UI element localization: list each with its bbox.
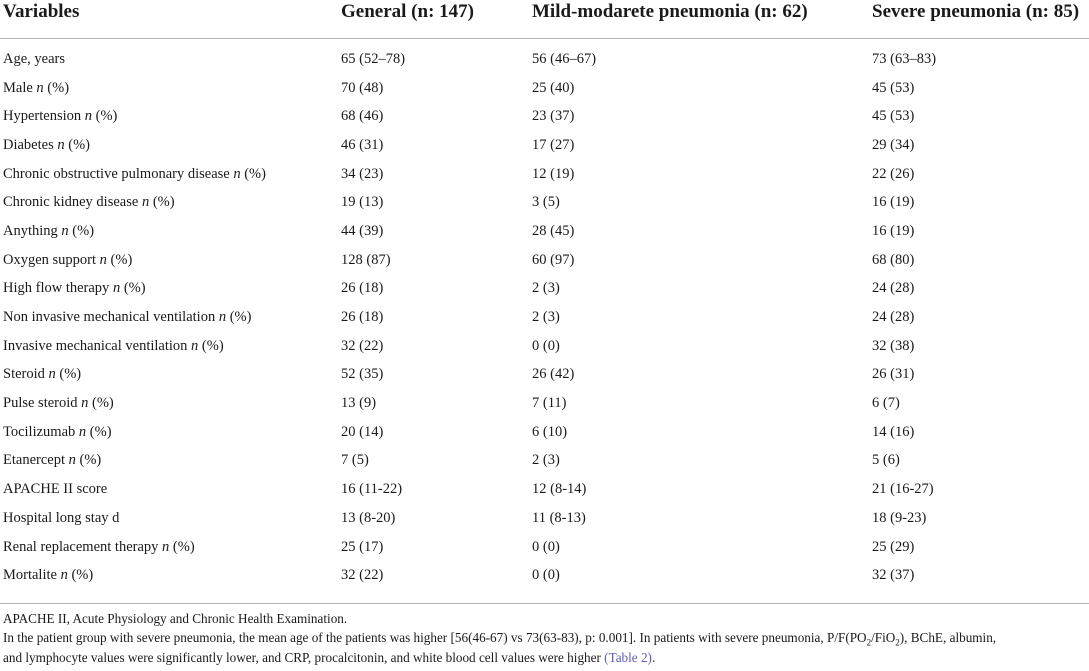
cell-severe: 21 (16-27) bbox=[872, 481, 934, 498]
cell-mild-moderate: 0 (0) bbox=[532, 337, 560, 354]
cell-general: 128 (87) bbox=[341, 251, 391, 268]
table-body bbox=[0, 39, 1089, 601]
row-label-suffix: (%) bbox=[88, 395, 114, 412]
cell-mild-moderate: 12 (8-14) bbox=[532, 481, 587, 498]
row-label-text: Non invasive mechanical ventilation bbox=[3, 309, 219, 326]
cell-severe: 24 (28) bbox=[872, 280, 915, 297]
header-variables: Variables bbox=[0, 0, 338, 39]
row-label-n: n bbox=[84, 108, 92, 125]
row-label-text: Pulse steroid bbox=[3, 395, 82, 412]
row-label bbox=[0, 39, 338, 74]
cell-general: 32 (22) bbox=[341, 337, 384, 354]
row-label-n: n bbox=[61, 222, 69, 239]
row-label-suffix: (%) bbox=[86, 423, 112, 440]
row-label bbox=[0, 561, 338, 600]
cell-severe: 68 (80) bbox=[872, 251, 915, 268]
row-label-suffix: (%) bbox=[106, 251, 133, 268]
cell-general: 68 (46) bbox=[341, 108, 384, 125]
cell-general: 13 (8-20) bbox=[341, 509, 396, 526]
cell-mild-moderate: 60 (97) bbox=[532, 251, 575, 268]
footnote-line-2-text: In the patient group with severe pneumonia, the mean age of the patients was higher [56(46-67) vs 73(63-83), p: 0.001]. In patients with severe pneumonia, P/F(PO bbox=[3, 630, 867, 646]
row-label-text: Age, years bbox=[3, 50, 66, 67]
cell-general: 52 (35) bbox=[341, 366, 384, 383]
cell-mild-moderate: 2 (3) bbox=[532, 280, 560, 297]
cell-mild-moderate: 23 (37) bbox=[532, 108, 575, 125]
row-label-suffix: (%) bbox=[198, 337, 224, 354]
table-row bbox=[0, 418, 1089, 447]
row-label-text: Anything bbox=[3, 222, 62, 239]
footnote-subscript-fio2: 2 bbox=[895, 637, 900, 648]
cell-general: 26 (18) bbox=[341, 280, 384, 297]
cell-general: 13 (9) bbox=[341, 395, 377, 412]
cell-mild-moderate: 7 (11) bbox=[532, 395, 567, 412]
row-label-n: n bbox=[112, 280, 121, 297]
row-label bbox=[0, 131, 338, 160]
row-label-suffix: (%) bbox=[64, 136, 90, 153]
cell-severe: 24 (28) bbox=[872, 309, 915, 326]
row-label-suffix: (%) bbox=[43, 79, 70, 96]
row-label-suffix: (%) bbox=[149, 194, 175, 211]
row-label bbox=[0, 475, 338, 504]
table-row bbox=[0, 504, 1089, 533]
row-label-suffix: (%) bbox=[169, 538, 195, 555]
row-label bbox=[0, 246, 338, 275]
table-row bbox=[0, 389, 1089, 418]
table-row bbox=[0, 275, 1089, 304]
row-label-suffix: (%) bbox=[120, 280, 146, 297]
cell-general: 34 (23) bbox=[341, 165, 384, 182]
table-row bbox=[0, 361, 1089, 390]
cell-general: 20 (14) bbox=[341, 423, 384, 440]
row-label-suffix: (%) bbox=[55, 366, 82, 383]
cell-severe: 6 (7) bbox=[872, 395, 900, 412]
row-label-text: Diabetes bbox=[3, 136, 58, 153]
cell-mild-moderate: 17 (27) bbox=[532, 136, 575, 153]
row-label bbox=[0, 188, 338, 217]
cell-general: 7 (5) bbox=[341, 452, 369, 469]
row-label bbox=[0, 504, 338, 533]
footnote-abbreviation: APACHE II, Acute Physiology and Chronic Health Examination. bbox=[3, 611, 348, 626]
row-label bbox=[0, 418, 338, 447]
row-label-n: n bbox=[48, 366, 56, 383]
cell-general: 46 (31) bbox=[341, 136, 384, 153]
row-label bbox=[0, 275, 338, 304]
footnote-line-3-end: . bbox=[651, 649, 656, 665]
cell-general: 44 (39) bbox=[341, 222, 384, 239]
table-row bbox=[0, 533, 1089, 562]
row-label-text: Oxygen support bbox=[3, 251, 100, 268]
row-label-n: n bbox=[191, 337, 199, 354]
header-severe: Severe pneumonia (n: 85) bbox=[869, 0, 1089, 39]
cell-severe: 32 (38) bbox=[872, 337, 915, 354]
row-label bbox=[0, 102, 338, 131]
table-2-link[interactable]: (Table 2) bbox=[604, 649, 652, 665]
cell-general: 65 (52–78) bbox=[341, 50, 406, 67]
footnote-line-3 bbox=[3, 648, 1089, 667]
table-row bbox=[0, 303, 1089, 332]
row-label-text: Renal replacement therapy bbox=[3, 538, 163, 555]
cell-mild-moderate: 2 (3) bbox=[532, 452, 560, 469]
row-label-text: Hospital long stay d bbox=[3, 509, 120, 526]
row-label-n: n bbox=[218, 309, 227, 326]
cell-general: 19 (13) bbox=[341, 194, 384, 211]
row-label-suffix: (%) bbox=[75, 452, 102, 469]
footnote-line-3-text: and lymphocyte values were significantly lower, and CRP, procalcitonin, and white blood cell values were higher bbox=[3, 649, 605, 665]
row-label-n: n bbox=[60, 567, 68, 584]
footnote-line-2 bbox=[3, 628, 1089, 647]
footnote-line-2-end: ), BChE, albumin, bbox=[899, 630, 997, 646]
row-label bbox=[0, 160, 338, 189]
table-row bbox=[0, 447, 1089, 476]
table-row bbox=[0, 332, 1089, 361]
table-row bbox=[0, 188, 1089, 217]
cell-general: 16 (11-22) bbox=[341, 481, 403, 498]
row-label-n: n bbox=[68, 452, 76, 469]
cell-severe: 73 (63–83) bbox=[872, 50, 937, 67]
row-label-text: Chronic obstructive pulmonary disease bbox=[3, 165, 234, 182]
row-label-n: n bbox=[99, 251, 107, 268]
footnote-line-2-mid: /FiO bbox=[871, 630, 896, 646]
row-label bbox=[0, 332, 338, 361]
cell-severe: 45 (53) bbox=[872, 108, 915, 125]
row-label-text: Chronic kidney disease bbox=[3, 194, 142, 211]
cell-severe: 29 (34) bbox=[872, 136, 915, 153]
cell-mild-moderate: 12 (19) bbox=[532, 165, 575, 182]
cell-mild-moderate: 6 (10) bbox=[532, 423, 568, 440]
row-label-n: n bbox=[81, 395, 89, 412]
cell-severe: 5 (6) bbox=[872, 452, 900, 469]
table-row bbox=[0, 160, 1089, 189]
row-label bbox=[0, 217, 338, 246]
cell-severe: 14 (16) bbox=[872, 423, 915, 440]
cell-general: 70 (48) bbox=[341, 79, 384, 96]
row-label-suffix: (%) bbox=[67, 567, 94, 584]
table-row bbox=[0, 102, 1089, 131]
row-label-suffix: (%) bbox=[68, 222, 95, 239]
table-row bbox=[0, 246, 1089, 275]
row-label-n: n bbox=[78, 423, 87, 440]
cell-general: 26 (18) bbox=[341, 309, 384, 326]
table-row bbox=[0, 217, 1089, 246]
cell-mild-moderate: 3 (5) bbox=[532, 194, 560, 211]
footnote-subscript-po2: 2 bbox=[866, 637, 872, 648]
row-label-text: Etanercept bbox=[3, 452, 69, 469]
row-label-n: n bbox=[57, 136, 65, 153]
row-label bbox=[0, 389, 338, 418]
row-label-text: Mortalite bbox=[3, 567, 61, 584]
cell-mild-moderate: 26 (42) bbox=[532, 366, 575, 383]
row-label-text: Male bbox=[3, 79, 37, 96]
table-footnotes bbox=[3, 609, 1089, 667]
cell-general: 25 (17) bbox=[341, 538, 384, 555]
row-label bbox=[0, 533, 338, 562]
table-row bbox=[0, 475, 1089, 504]
cell-mild-moderate: 2 (3) bbox=[532, 309, 560, 326]
row-label bbox=[0, 447, 338, 476]
table-header-row bbox=[0, 0, 1089, 39]
row-label-n: n bbox=[233, 165, 241, 182]
row-label-n: n bbox=[162, 538, 170, 555]
cell-severe: 45 (53) bbox=[872, 79, 915, 96]
cell-severe: 22 (26) bbox=[872, 165, 915, 182]
row-label-text: Steroid bbox=[3, 366, 49, 383]
cell-mild-moderate: 11 (8-13) bbox=[532, 509, 586, 526]
cell-mild-moderate: 0 (0) bbox=[532, 538, 560, 555]
table-row bbox=[0, 561, 1089, 600]
cell-severe: 18 (9-23) bbox=[872, 509, 927, 526]
cell-mild-moderate: 28 (45) bbox=[532, 222, 575, 239]
cell-severe: 32 (37) bbox=[872, 567, 915, 584]
cell-severe: 26 (31) bbox=[872, 366, 915, 383]
row-label bbox=[0, 74, 338, 103]
row-label-n: n bbox=[36, 79, 44, 96]
table-row bbox=[0, 131, 1089, 160]
header-mild-moderate: Mild-modarete pneumonia (n: 62) bbox=[529, 0, 869, 39]
table-bottom-rule bbox=[0, 603, 1089, 604]
cell-severe: 25 (29) bbox=[872, 538, 915, 555]
table-row bbox=[0, 74, 1089, 103]
row-label-text: Hypertension bbox=[3, 108, 85, 125]
cell-mild-moderate: 56 (46–67) bbox=[532, 50, 597, 67]
row-label-text: APACHE II score bbox=[3, 481, 108, 498]
header-general: General (n: 147) bbox=[338, 0, 529, 39]
cell-severe: 16 (19) bbox=[872, 194, 915, 211]
row-label-text: Invasive mechanical ventilation bbox=[3, 337, 192, 354]
row-label-n: n bbox=[141, 194, 150, 211]
row-label bbox=[0, 361, 338, 390]
cell-general: 32 (22) bbox=[341, 567, 384, 584]
cell-mild-moderate: 0 (0) bbox=[532, 567, 560, 584]
row-label-suffix: (%) bbox=[226, 309, 252, 326]
cell-mild-moderate: 25 (40) bbox=[532, 79, 575, 96]
row-label-text: High flow therapy bbox=[3, 280, 113, 297]
row-label-text: Tocilizumab bbox=[3, 423, 79, 440]
row-label bbox=[0, 303, 338, 332]
row-label-suffix: (%) bbox=[92, 108, 118, 125]
table-row bbox=[0, 39, 1089, 74]
row-label-suffix: (%) bbox=[240, 165, 266, 182]
cell-severe: 16 (19) bbox=[872, 222, 915, 239]
